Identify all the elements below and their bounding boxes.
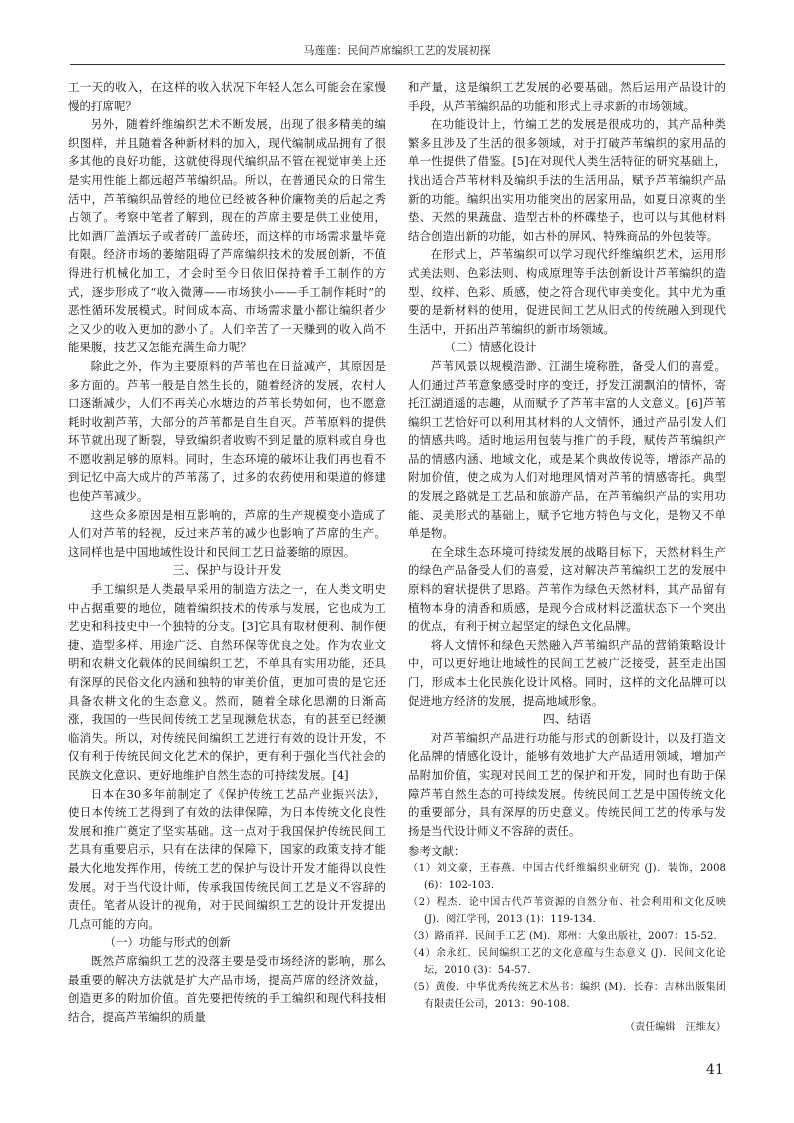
subsection-heading: （一）功能与形式的创新: [104, 935, 231, 950]
references: [408, 843, 726, 1036]
body-paragraph: 在全球生态环境可持续发展的战略目标下，天然材料生产的绿色产品备受人们的喜爱，这对解决芦苇编织工艺的发展中原料的窘状提供了思路。芦苇作为绿色天然材料，其产品留有植物本身的清香和质感，是现今合成材料泛滥状态下一个突出的优点，有利于树立起坚定的绿色文化品牌。: [408, 544, 726, 634]
reference-list: [408, 860, 726, 1013]
left-column: [68, 78, 386, 1026]
reference-item: （4）余永红．民间编织工艺的文化意蕴与生态意义 (J)．民间文化论坛，2010 (3)：54-57．: [408, 948, 726, 977]
body-paragraph: 芦苇风景以规模浩渺、江湖生境称胜，备受人们的喜爱。人们通过芦苇意象感受时序的变迁，抒发江湖飘泊的情怀，寄托江湖逍遥的志趣，从而赋予了芦苇丰富的人文意义。[6]芦苇编织工艺恰好可以利用其材料的人文情怀，通过产品引发人们的情感共鸣。适时地运用包装与推广的手段，赋传芦苇编织产品的情感内涵、地域文化，或是某个典故传说等，增添产品的附加价值，使之成为人们对地理风情对芦苇的情感寄托。典型的发展之路就是工艺品和旅游产品，在芦苇编织产品的实用功能、灵美形式的基础上，赋予它地方特色与文化，是物又不单单是物。: [408, 358, 726, 541]
body-paragraph: 对芦苇编织产品进行功能与形式的创新设计，以及打造文化品牌的情感化设计，能够有效地扩大产品适用领域，增加产品附加价值，实现对民间工艺的保护和开发，同时也有助于保障芦苇自然生态的可持续发展。传统民间工艺是中国传统文化的重要部分，具有深厚的历史意义。传统民间工艺的传承与发扬是当代设计师义不容辞的责任。: [408, 730, 726, 838]
body-paragraph: 另外，随着纤维编织艺术不断发展，出现了很多精美的编织图样，并且随着各种新材料的加入，现代编制成品拥有了很多其他的良好功能，这就使得现代编织品不管在视觉审美上还是实用性能上都远超芦苇编织品。所以，在普通民众的日常生活中，芦苇编织品曾经的地位已经被各种价廉物美的后起之秀占领了。考察中笔者了解到，现在的芦席主要是供工业使用，比如酒厂盖酒坛子或者砖厂盖砖坯，而这样的市场需求量毕竟有限。经济市场的萎缩阻碍了芦席编织技术的发展创新，不值得进行机械化加工，才会时至今日依旧保持着手工制作的方式，逐步形成了“收入微薄——市场狭小——手工制作耗时”的恶性循环发展模式。时间成本高、市场需求量小都让编织者少之又少的收入更加的渺小了。人们辛苦了一天赚到的收入尚不能果腹，技艺又怎能充满生命力呢？: [68, 117, 386, 355]
body-paragraph: 在功能设计上，竹编工艺的发展是很成功的，其产品种类繁多且涉及了生活的很多领域，对于打破芦苇编织的家用品的单一性提供了借鉴。[5]在对现代人类生活特征的研究基础上，找出适合芦苇材料及编织手法的生活用品，赋予芦苇编织产品新的功能。编织出实用功能突出的居家用品，如夏日凉爽的坐垫、天然的果蔬盘、造型古朴的杯碟垫子，也可以与其他材料结合创造出新的功能，如古朴的屏风、特殊商品的外包装等。: [408, 117, 726, 243]
body-paragraph: 这些众多原因是相互影响的，芦席的生产规模变小造成了人们对芦苇的轻视，反过来芦苇的减少也影响了芦席的生产。这同样也是中国地域性设计和民间工艺日益萎缩的原因。: [68, 507, 386, 559]
body-paragraph: 日本在30多年前制定了《保护传统工艺品产业振兴法》，使日本传统工艺得到了有效的法律保障，为日本传统文化良性发展和推广奠定了坚实基础。这一点对于我国保护传统民间工艺具有重要启示，只有在法律的保障下，国家的政策支持才能最大化地发挥作用，传统工艺的保护与设计开发才能得以良性发展。对于当代设计师，传承我国传统民间工艺是义不容辞的责任。笔者从设计的视角，对于民间编织工艺的设计开发提出几点可能的方向。: [68, 786, 386, 931]
body-paragraph: 和产量，这是编织工艺发展的必要基础。然后运用产品设计的手段，从芦苇编织品的功能和形式上寻求新的市场领域。: [408, 80, 726, 113]
running-header: 马莲莲：民间芦席编织工艺的发展初探: [303, 44, 491, 57]
body-paragraph: 既然芦席编织工艺的没落主要是受市场经济的影响，那么最重要的解决方法就是扩大产品市场，提高芦席的经济效益，创造更多的附加价值。首先要把传统的手工编织和现代科技相结合，提高芦苇编织的质量: [68, 953, 386, 1024]
body-paragraph: 除此之外，作为主要原料的芦苇也在日益减产，其原因是多方面的。芦苇一般是自然生长的，随着经济的发展，农村人口逐渐减少，人们不再关心水塘边的芦苇长势如何，也不愿意耗时收割芦苇，大部分的芦苇都是自生自灭。芦苇原料的提供环节就出现了断裂，导致编织者收购不到足量的原料或自身也不愿收割足够的原料。同时，生态环境的破坏让我们再也看不到记忆中高大成片的芦苇荡了，过多的农药使用和渠道的修建也使芦苇减少。: [68, 358, 386, 504]
body-paragraph: 将人文情怀和绿色天然融入芦苇编织产品的营销策略设计中，可以更好地让地域性的民间工艺被广泛接受，甚至走出国门，形成本土化民族化设计风格。同时，这样的文化品牌可以促进地方经济的发展，提高地域形象。: [408, 637, 726, 708]
reference-item: （2）程杰．论中国古代芦苇资源的自然分布、社会利用和文化反映 (J)．阅江学刊，2013 (1)：119-134．: [408, 897, 726, 926]
header-rule: [70, 64, 725, 65]
reference-item: （5）黄俊．中华优秀传统艺术丛书：编织 (M)．长春：吉林出版集团有限责任公司，2013：90-108．: [408, 982, 726, 1011]
right-column: [408, 78, 726, 1036]
section-heading: 三、保护与设计开发: [172, 563, 282, 578]
body-paragraph: 在形式上，芦苇编织可以学习现代纤维编织艺术，运用形式美法则、色彩法则、构成原理等手法创新设计芦苇编织的造型、纹样、色彩、质感，使之符合现代审美变化。其中尤为重要的是新材料的使用，促进民间工艺从旧式的传统融入到现代生活中，开拓出芦苇编织的新市场领域。: [408, 247, 726, 336]
reference-item: （3）路甬祥．民间手工艺 (M)．郑州：大象出版社，2007：15-52．: [408, 931, 724, 943]
page-number: 41: [706, 1062, 724, 1078]
body-paragraph: 手工编织是人类最早采用的制造方法之一，在人类文明史中占据重要的地位，随着编织技术的传承与发展，它也成为工艺史和科技史中一个独特的分支。[3]它具有取材便利、制作便捷、造型多样、用途广泛、自然环保等优良之处。作为农业文明和农耕文化载体的民间编织工艺，不单具有实用功能，还具有深厚的民俗文化内涵和独特的审美价值，更加可贵的是它还具备农耕文化的生态意义。然而，随着全球化思潮的日渐高涨，我国的一些民间传统工艺呈现濒危状态，有的甚至已经濒临消失。所以，对传统民间编织工艺进行有效的设计开发，不仅有利于传统民间文化艺术的保护，更有利于强化当代社会的民族文化意识、更好地维护自然生态的可持续发展。[4]: [68, 582, 386, 782]
reference-item: （1）刘文豪，王春燕．中国古代纤维编织业研究 (J)．装饰，2008 (6)：102-103．: [408, 863, 726, 892]
editor-note: （责任编辑 汪维友）: [625, 1022, 726, 1034]
section-heading: 四、结语: [542, 712, 592, 727]
body-paragraph: 工一天的收入，在这样的收入状况下年轻人怎么可能会在家慢慢的打席呢？: [68, 80, 386, 113]
references-title: 参考文献：: [408, 844, 466, 859]
subsection-heading: （二）情感化设计: [444, 340, 537, 355]
